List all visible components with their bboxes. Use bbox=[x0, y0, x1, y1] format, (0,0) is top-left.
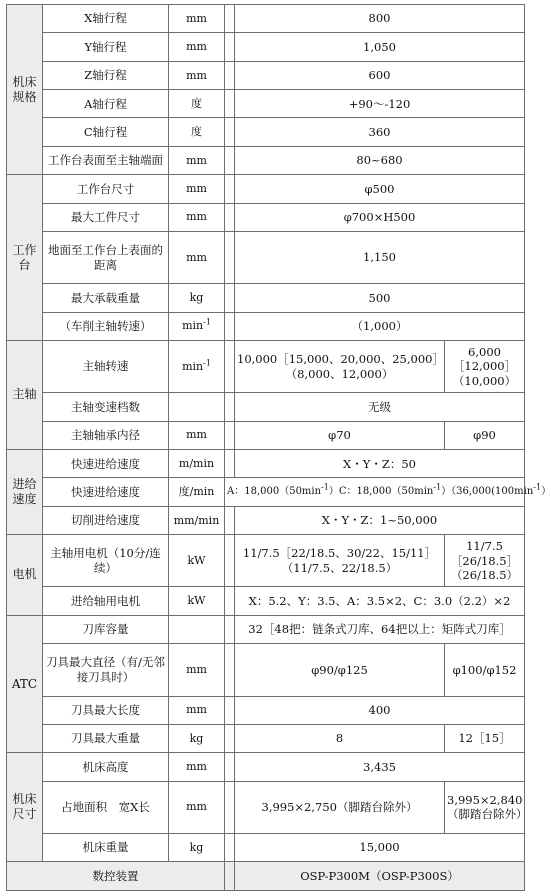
value-cell: 11/7.5［22/18.5、30/22、15/11］ （11/7.5、22/18.5） bbox=[235, 535, 445, 587]
unit-cell: mm bbox=[169, 175, 225, 203]
value-cell: 1,050 bbox=[235, 33, 525, 61]
value-cell: 6,000［12,000］ （10,000） bbox=[445, 340, 525, 392]
value-cell: 400 bbox=[235, 696, 525, 724]
item-rapid-feed-rot: 快速进给速度 bbox=[43, 478, 169, 506]
item-tool-max-length: 刀具最大长度 bbox=[43, 696, 169, 724]
item-z-stroke: Z轴行程 bbox=[43, 61, 169, 89]
category-motor: 电机 bbox=[7, 535, 43, 616]
control-value: OSP-P300M（OSP-P300S） bbox=[235, 862, 525, 891]
item-max-load: 最大承载重量 bbox=[43, 284, 169, 312]
value-cell: 3,995×2,750（脚踏台除外） bbox=[235, 781, 445, 833]
unit-cell: mm/min bbox=[169, 506, 225, 534]
value-cell: （1,000） bbox=[235, 312, 525, 340]
unit-cell: mm bbox=[169, 644, 225, 696]
value-cell: 500 bbox=[235, 284, 525, 312]
control-label: 数控装置 bbox=[7, 862, 225, 891]
category-feed: 进给速度 bbox=[7, 450, 43, 535]
value-cell: 32［48把：链条式刀库、64把以上：矩阵式刀库］ bbox=[235, 615, 525, 643]
value-cell: φ500 bbox=[235, 175, 525, 203]
value-cell: 80~680 bbox=[235, 146, 525, 174]
item-table-to-spindle: 工作台表面至主轴端面 bbox=[43, 146, 169, 174]
value-cell: φ100/φ152 bbox=[445, 644, 525, 696]
item-rapid-feed: 快速进给速度 bbox=[43, 450, 169, 478]
item-spindle-bearing: 主轴轴承内径 bbox=[43, 421, 169, 449]
value-cell: X・Y・Z：1~50,000 bbox=[235, 506, 525, 534]
value-cell: 3,995×2,840（脚踏台除外） bbox=[445, 781, 525, 833]
unit-cell: $\min^{-1}$ bbox=[169, 340, 225, 392]
unit-cell: mm bbox=[169, 61, 225, 89]
unit-cell: mm bbox=[169, 696, 225, 724]
unit-cell: 度 bbox=[169, 90, 225, 118]
item-tool-max-weight: 刀具最大重量 bbox=[43, 724, 169, 752]
value-cell: X・Y・Z：50 bbox=[235, 450, 525, 478]
unit-cell: kW bbox=[169, 587, 225, 615]
item-tool-max-diameter: 刀具最大直径（有/无邻接刀具时） bbox=[43, 644, 169, 696]
unit-cell bbox=[169, 393, 225, 421]
unit-cell: kg bbox=[169, 833, 225, 861]
value-cell: 360 bbox=[235, 118, 525, 146]
value-cell: 1,150 bbox=[235, 231, 525, 283]
unit-cell: mm bbox=[169, 146, 225, 174]
unit-cell: mm bbox=[169, 5, 225, 33]
item-a-stroke: A轴行程 bbox=[43, 90, 169, 118]
unit-cell: kW bbox=[169, 535, 225, 587]
value-cell: 无级 bbox=[235, 393, 525, 421]
category-machine-size: 机床尺寸 bbox=[7, 753, 43, 862]
value-cell: φ70 bbox=[235, 421, 445, 449]
item-magazine-capacity: 刀库容量 bbox=[43, 615, 169, 643]
item-spindle-speed: 主轴转速 bbox=[43, 340, 169, 392]
unit-cell: 度/min bbox=[169, 478, 225, 506]
item-cutting-feed: 切削进给速度 bbox=[43, 506, 169, 534]
unit-cell: mm bbox=[169, 781, 225, 833]
unit-cell: m/min bbox=[169, 450, 225, 478]
value-cell: 3,435 bbox=[235, 753, 525, 781]
value-cell: X：5.2、Y：3.5、A：3.5×2、C：3.0（2.2）×2 bbox=[235, 587, 525, 615]
item-table-size: 工作台尺寸 bbox=[43, 175, 169, 203]
value-cell: 11/7.5［26/18.5］ （26/18.5） bbox=[445, 535, 525, 587]
value-cell: φ90 bbox=[445, 421, 525, 449]
item-floor-space: 占地面积 宽X长 bbox=[43, 781, 169, 833]
unit-cell: mm bbox=[169, 421, 225, 449]
item-machine-height: 机床高度 bbox=[43, 753, 169, 781]
value-cell: φ700×H500 bbox=[235, 203, 525, 231]
unit-cell: $\min^{-1}$ bbox=[169, 312, 225, 340]
value-cell: 10,000［15,000、20,000、25,000］ （8,000、12,000） bbox=[235, 340, 445, 392]
value-cell: A：$18,000(50\min^{-1})C$：$18,000(50\min^{-1})(36,000(100\min^{-1})$ bbox=[225, 478, 525, 506]
item-spindle-motor: 主轴用电机（10分/连续） bbox=[43, 535, 169, 587]
unit-cell: mm bbox=[169, 33, 225, 61]
category-table: 工作台 bbox=[7, 175, 43, 341]
category-machine-spec: 机床规格 bbox=[7, 5, 43, 175]
unit-cell bbox=[169, 615, 225, 643]
unit-cell: mm bbox=[169, 753, 225, 781]
item-y-stroke: Y轴行程 bbox=[43, 33, 169, 61]
category-spindle: 主轴 bbox=[7, 340, 43, 449]
value-cell: φ90/φ125 bbox=[235, 644, 445, 696]
unit-cell: kg bbox=[169, 724, 225, 752]
item-max-workpiece: 最大工件尺寸 bbox=[43, 203, 169, 231]
item-spindle-gears: 主轴变速档数 bbox=[43, 393, 169, 421]
unit-cell: kg bbox=[169, 284, 225, 312]
item-c-stroke: C轴行程 bbox=[43, 118, 169, 146]
value-cell: 600 bbox=[235, 61, 525, 89]
unit-cell: 度 bbox=[169, 118, 225, 146]
category-atc: ATC bbox=[7, 615, 43, 752]
unit-cell: mm bbox=[169, 203, 225, 231]
item-x-stroke: X轴行程 bbox=[43, 5, 169, 33]
value-cell: 15,000 bbox=[235, 833, 525, 861]
item-floor-to-table: 地面至工作台上表面的距离 bbox=[43, 231, 169, 283]
unit-cell: mm bbox=[169, 231, 225, 283]
item-feed-motor: 进给轴用电机 bbox=[43, 587, 169, 615]
value-cell: 8 bbox=[235, 724, 445, 752]
value-cell: +90～-120 bbox=[235, 90, 525, 118]
value-cell: 800 bbox=[235, 5, 525, 33]
item-turning-speed: （车削主轴转速） bbox=[43, 312, 169, 340]
item-machine-weight: 机床重量 bbox=[43, 833, 169, 861]
spec-table bbox=[6, 4, 551, 891]
value-cell: 12［15］ bbox=[445, 724, 525, 752]
